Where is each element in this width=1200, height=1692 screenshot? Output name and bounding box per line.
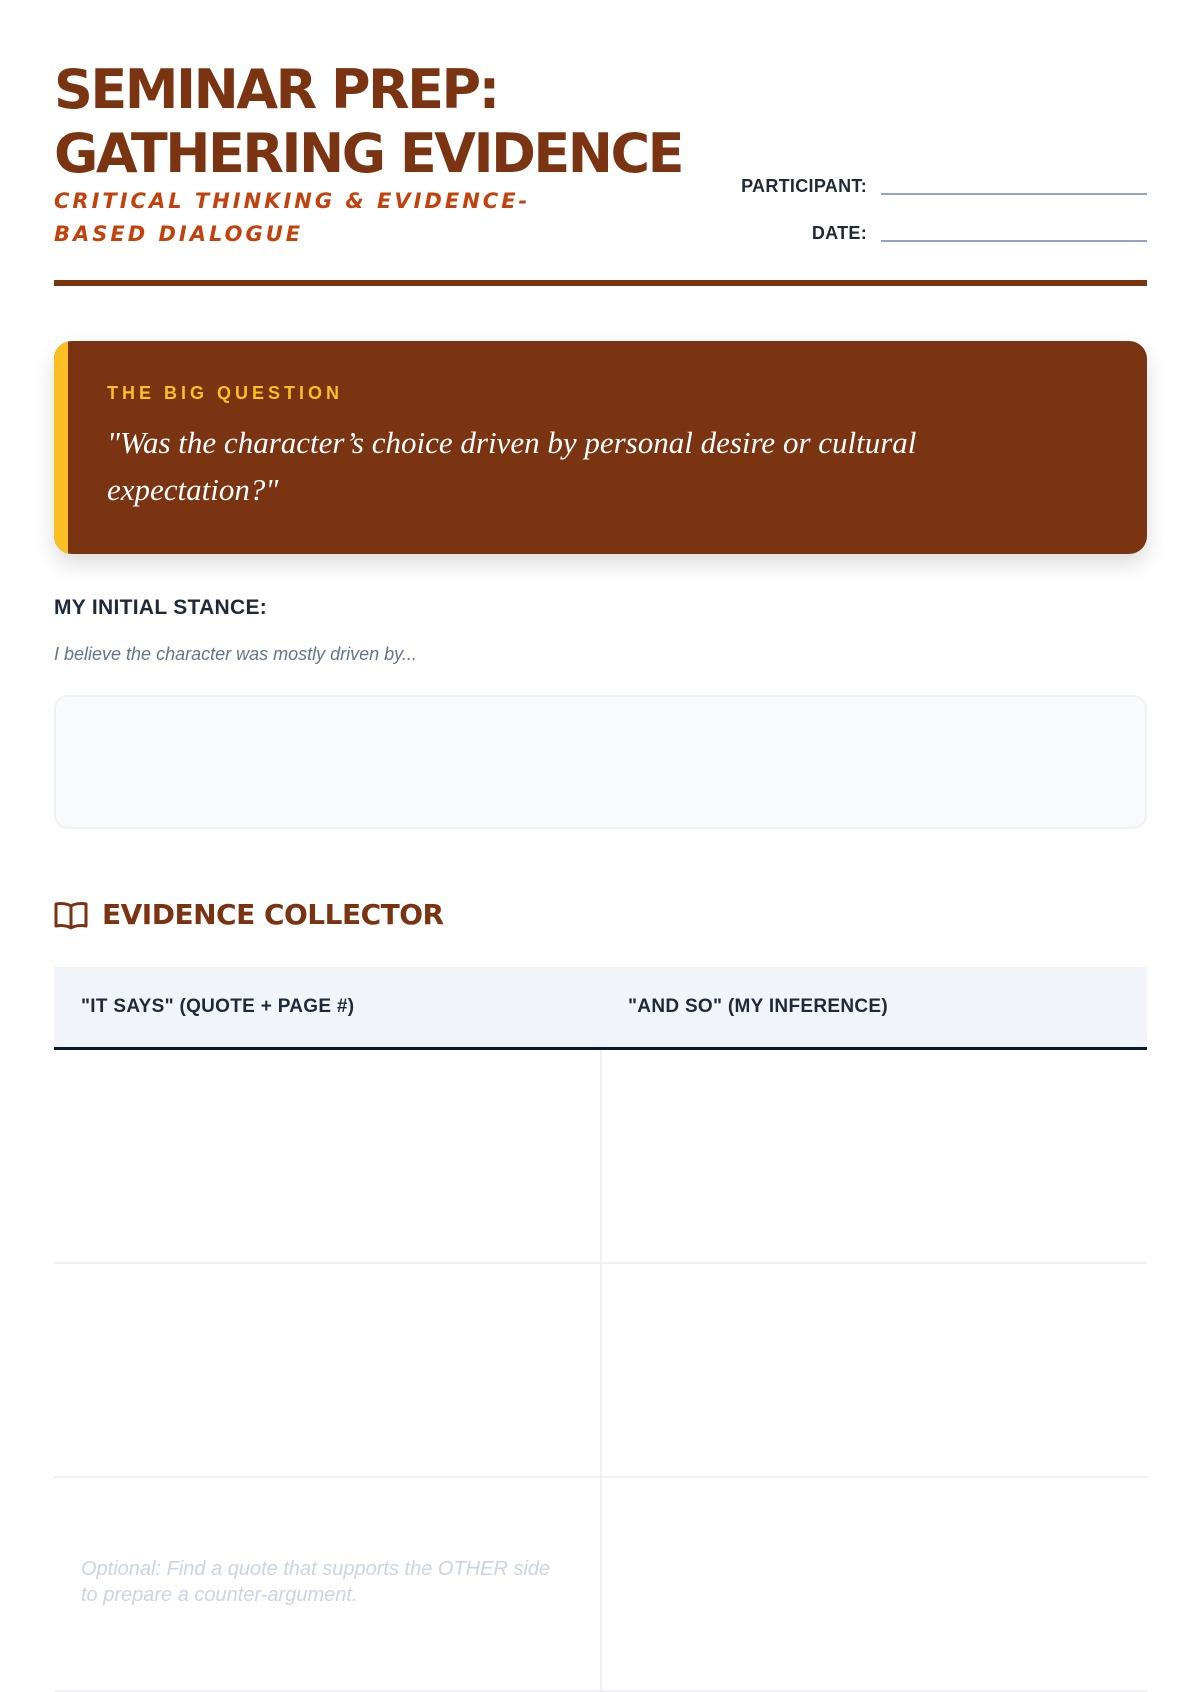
participant-field[interactable]: [881, 193, 1147, 195]
evidence-section-title: EVIDENCE COLLECTOR: [102, 898, 444, 931]
initial-stance-label: MY INITIAL STANCE:: [54, 596, 268, 619]
table-row: [54, 1050, 1147, 1264]
page-subtitle: CRITICAL THINKING & EVIDENCE-BASED DIALOGUE: [54, 189, 531, 246]
big-question-accent-bar: [54, 341, 68, 554]
initial-stance-hint: I believe the character was mostly driven by...: [54, 644, 417, 664]
title-line-1: SEMINAR PREP:: [54, 58, 498, 121]
quote-cell[interactable]: [54, 1478, 602, 1690]
column-header-and-so: "AND SO" (MY INFERENCE): [628, 996, 888, 1017]
participant-row: [741, 175, 1147, 197]
evidence-table-header: [54, 967, 1147, 1050]
column-header-it-says: "IT SAYS" (QUOTE + PAGE #): [81, 996, 355, 1017]
inference-cell[interactable]: [602, 1050, 1147, 1262]
counter-argument-hint: Optional: Find a quote that supports the OTHER side to prepare a counter-argument.: [81, 1558, 551, 1606]
quote-cell[interactable]: [54, 1264, 602, 1476]
quote-cell[interactable]: [54, 1050, 602, 1262]
initial-stance-field[interactable]: [54, 695, 1147, 829]
table-row: [54, 1478, 1147, 1692]
book-icon: [54, 900, 88, 930]
participant-label: PARTICIPANT:: [741, 176, 867, 196]
evidence-section-heading: [54, 898, 444, 931]
title-line-2: GATHERING EVIDENCE: [54, 122, 683, 185]
header-divider: [54, 280, 1147, 286]
page-title: [54, 58, 1147, 186]
date-row: [812, 222, 1147, 244]
evidence-table: [54, 967, 1147, 1692]
date-field[interactable]: [881, 240, 1147, 242]
table-row: [54, 1264, 1147, 1478]
inference-cell[interactable]: [602, 1478, 1147, 1690]
big-question-card: [54, 341, 1147, 554]
inference-cell[interactable]: [602, 1264, 1147, 1476]
big-question-text: "Was the character’s choice driven by personal desire or cultural expectation?": [107, 425, 917, 507]
big-question-label: THE BIG QUESTION: [107, 383, 344, 403]
date-label: DATE:: [811, 223, 867, 243]
header: [54, 58, 1147, 246]
